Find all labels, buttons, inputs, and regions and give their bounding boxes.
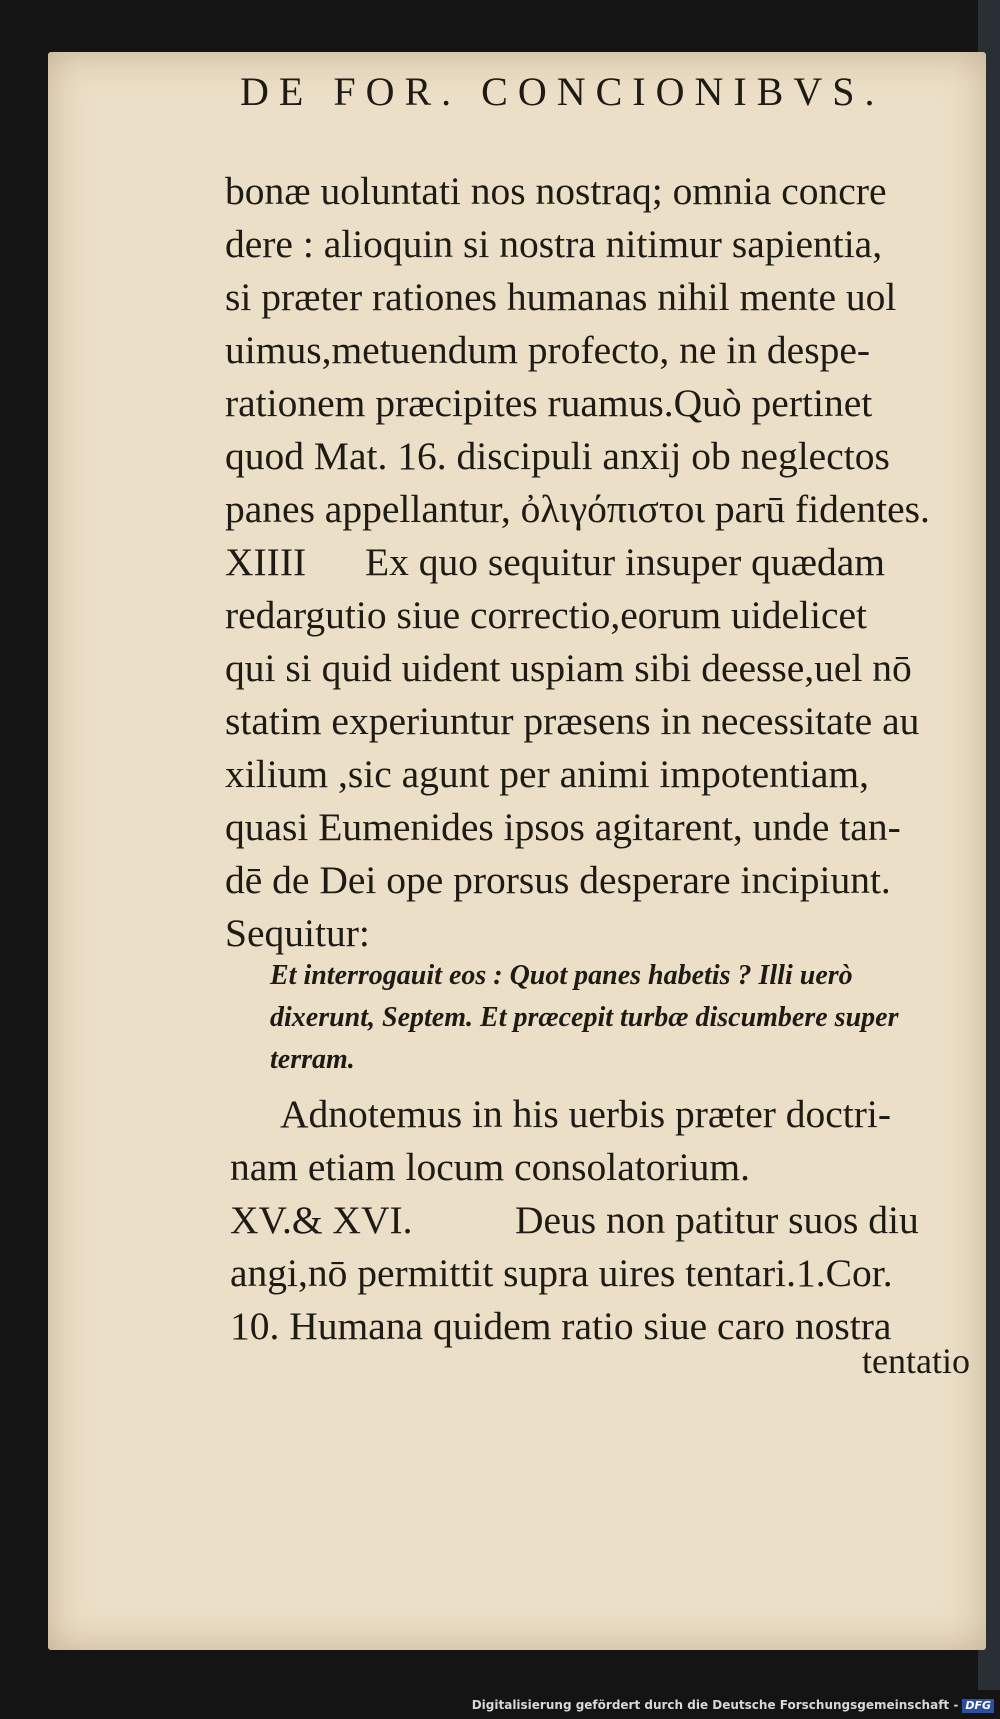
text-line: 10. Humana quidem ratio siue caro nostra — [230, 1304, 892, 1348]
catchword: tentatio — [862, 1341, 970, 1381]
credit-text: Digitalisierung gefördert durch die Deutsche Forschungsgemeinschaft - — [471, 1698, 959, 1712]
text-line: quasi Eumenides ipsos agitarent, unde tan- — [225, 805, 901, 849]
text-line: Sequitur: — [225, 911, 370, 955]
section-number: XIIII — [225, 540, 307, 584]
text-line: rationem præcipites ruamus.Quò pertinet — [225, 381, 873, 425]
quote-line: terram. — [270, 1044, 355, 1075]
quote-line: Et interrogauit eos : Quot panes habetis ? Illi uerò — [270, 960, 853, 991]
main-text-block — [225, 165, 975, 960]
text-line: nam etiam locum consolatorium. — [230, 1145, 750, 1189]
text-line: panes appellantur, ὀλιγόπιστοι parū fidentes. — [225, 487, 930, 531]
text-line: dere : alioquin si nostra nitimur sapientia, — [225, 222, 883, 266]
text-line: bonæ uoluntati nos nostraq; omnia concre — [225, 169, 887, 213]
section-number: XV.& XVI. — [230, 1198, 413, 1242]
text-line: si præter rationes humanas nihil mente uol — [225, 275, 897, 319]
text-line: Ex quo sequitur insuper quædam — [365, 540, 886, 584]
text-line: dē de Dei ope prorsus desperare incipiunt. — [225, 858, 891, 902]
text-line: statim experiuntur præsens in necessitate au — [225, 699, 920, 743]
scripture-quote — [270, 955, 980, 1081]
text-line: quod Mat. 16. discipuli anxij ob neglectos — [225, 434, 890, 478]
text-line: Deus non patitur suos diu — [515, 1198, 919, 1242]
dfg-logo: DFG — [962, 1699, 994, 1713]
text-line: xilium ,sic agunt per animi impotentiam, — [225, 752, 869, 796]
section-14-first-line — [225, 536, 975, 589]
running-title: DE FOR. CONCIONIBVS. — [240, 69, 885, 114]
section-15-first-line — [230, 1194, 980, 1247]
quote-line: dixerunt, Septem. Et præcepit turbæ discumbere super — [270, 1002, 899, 1033]
second-text-block — [230, 1088, 980, 1353]
text-line: angi,nō permittit supra uires tentari.1.Cor. — [230, 1251, 893, 1295]
digitization-credit — [472, 1694, 994, 1716]
text-line: qui si quid uident uspiam sibi deesse,uel nō — [225, 646, 912, 690]
text-line: uimus,metuendum profecto, ne in despe- — [225, 328, 870, 372]
text-line: Adnotemus in his uerbis præter doctri- — [280, 1092, 892, 1136]
text-line: redargutio siue correctio,eorum uidelicet — [225, 593, 867, 637]
